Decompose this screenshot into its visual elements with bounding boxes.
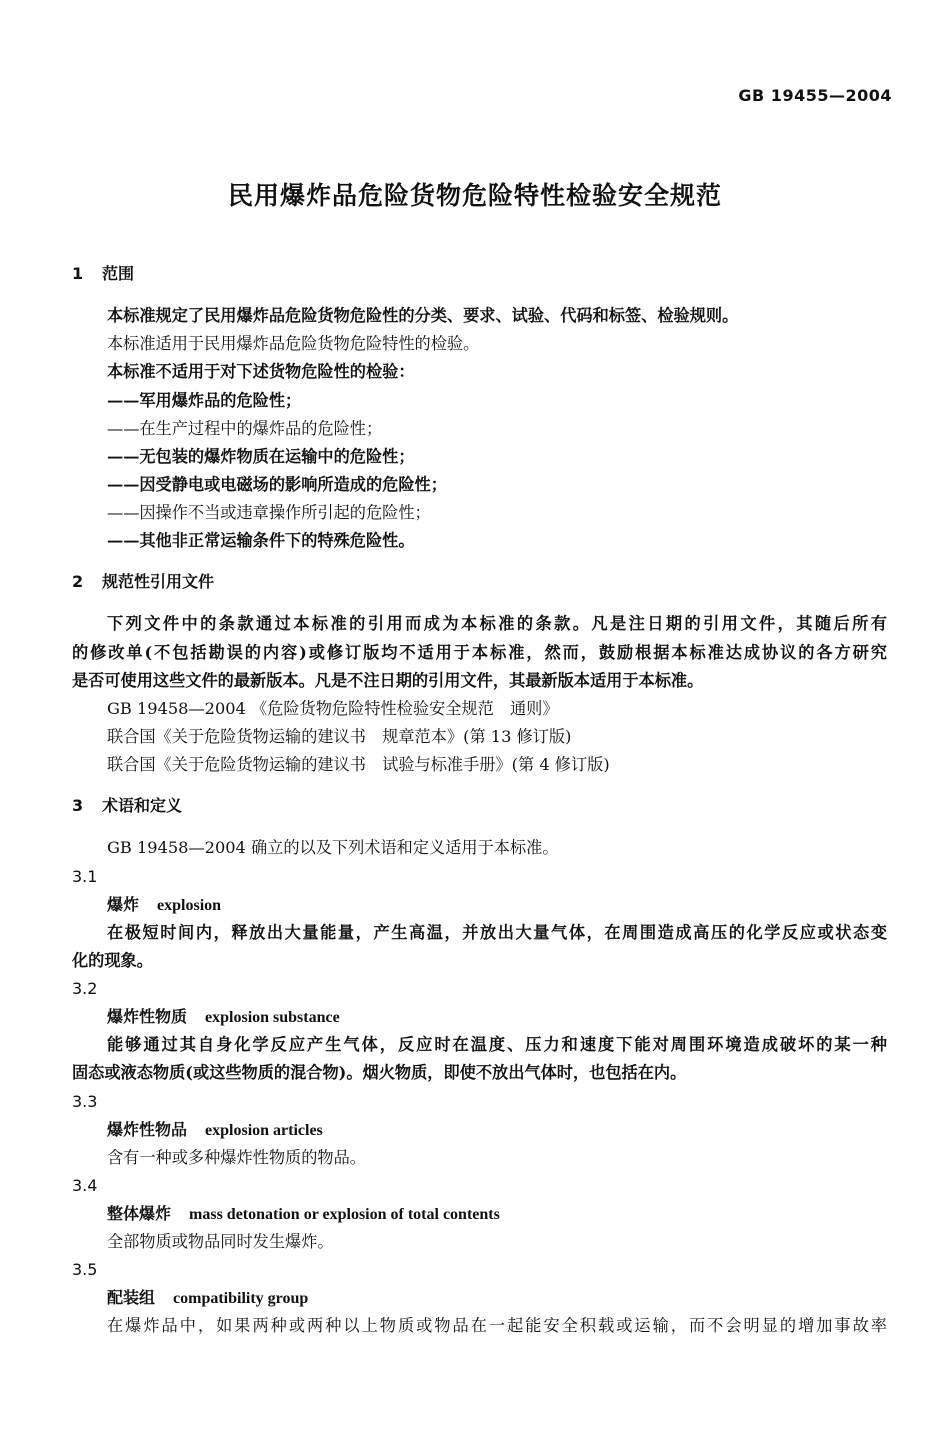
reference-item: 联合国《关于危险货物运输的建议书 试验与标准手册》(第 4 修订版) [107, 755, 610, 774]
definition-line: 在极短时间内，释放出大量能量，产生高温，并放出大量气体，在周围造成高压的化学反应或状态变 [107, 923, 887, 942]
definition-line: 化的现象。 [72, 951, 153, 970]
section-number: 2 [72, 572, 84, 591]
standard-code: GB 19455—2004 [738, 86, 892, 105]
term-line [107, 1007, 340, 1028]
section-2-heading [72, 572, 214, 592]
definition-line: 在爆炸品中，如果两种或两种以上物质或物品在一起能安全积载或运输，而不会明显的增加事故率 [107, 1316, 887, 1335]
section-3-heading [72, 796, 182, 816]
list-item: ——因操作不当或违章操作所引起的危险性； [107, 503, 431, 522]
paragraph: 本标准规定了民用爆炸品危险货物危险性的分类、要求、试验、代码和标签、检验规则。 [107, 306, 739, 325]
term-english: mass detonation or explosion of total contents [189, 1206, 500, 1223]
list-item: ——无包装的爆炸物质在运输中的危险性； [107, 447, 415, 466]
list-item: ——因受静电或电磁场的影响所造成的危险性； [107, 475, 447, 494]
term-line [107, 1204, 500, 1225]
section-intro: GB 19458—2004 确立的以及下列术语和定义适用于本标准。 [107, 838, 559, 857]
term-english: explosion substance [205, 1009, 340, 1026]
paragraph: 本标准适用于民用爆炸品危险货物危险特性的检验。 [107, 334, 480, 353]
term-chinese: 整体爆炸 [107, 1204, 172, 1223]
clause-number: 3.5 [72, 1260, 98, 1279]
reference-item: GB 19458—2004 《危险货物危险特性检验安全规范 通则》 [107, 699, 559, 718]
term-chinese: 爆炸性物质 [107, 1007, 188, 1026]
document-title: 民用爆炸品危险货物危险特性检验安全规范 [227, 181, 722, 210]
term-line [107, 1288, 308, 1309]
definition-line: 固态或液态物质(或这些物质的混合物)。烟火物质，即使不放出气体时，也包括在内。 [72, 1063, 687, 1082]
paragraph-line: 下列文件中的条款通过本标准的引用而成为本标准的条款。凡是注日期的引用文件，其随后所有 [107, 614, 887, 633]
list-item: ——军用爆炸品的危险性； [107, 391, 302, 410]
section-title: 范围 [102, 264, 135, 283]
list-item: ——在生产过程中的爆炸品的危险性； [107, 419, 383, 438]
section-number: 3 [72, 796, 84, 815]
definition-line: 能够通过其自身化学反应产生气体，反应时在温度、压力和速度下能对周围环境造成破坏的某一种 [107, 1035, 887, 1054]
section-title: 术语和定义 [102, 796, 183, 815]
term-english: explosion [157, 897, 222, 914]
reference-item: 联合国《关于危险货物运输的建议书 规章范本》(第 13 修订版) [107, 727, 572, 746]
section-number: 1 [72, 264, 84, 283]
paragraph: 本标准不适用于对下述货物危险性的检验： [107, 362, 415, 381]
paragraph-line: 的修改单(不包括勘误的内容)或修订版均不适用于本标准，然而，鼓励根据本标准达成协议的各方研究 [72, 643, 887, 662]
list-item: ——其他非正常运输条件下的特殊危险性。 [107, 531, 415, 550]
term-english: explosion articles [205, 1122, 323, 1139]
clause-number: 3.3 [72, 1092, 98, 1111]
clause-number: 3.4 [72, 1176, 98, 1195]
term-line [107, 895, 221, 916]
section-title: 规范性引用文件 [102, 572, 215, 591]
definition-line: 全部物质或物品同时发生爆炸。 [107, 1232, 334, 1251]
term-english: compatibility group [173, 1290, 309, 1307]
clause-number: 3.2 [72, 979, 98, 998]
definition-line: 含有一种或多种爆炸性物质的物品。 [107, 1148, 366, 1167]
term-chinese: 配装组 [107, 1288, 156, 1307]
paragraph-line: 是否可使用这些文件的最新版本。凡是不注日期的引用文件，其最新版本适用于本标准。 [72, 671, 704, 690]
term-chinese: 爆炸性物品 [107, 1120, 188, 1139]
term-line [107, 1120, 323, 1141]
clause-number: 3.1 [72, 867, 98, 886]
term-chinese: 爆炸 [107, 895, 140, 914]
section-1-heading [72, 264, 134, 284]
